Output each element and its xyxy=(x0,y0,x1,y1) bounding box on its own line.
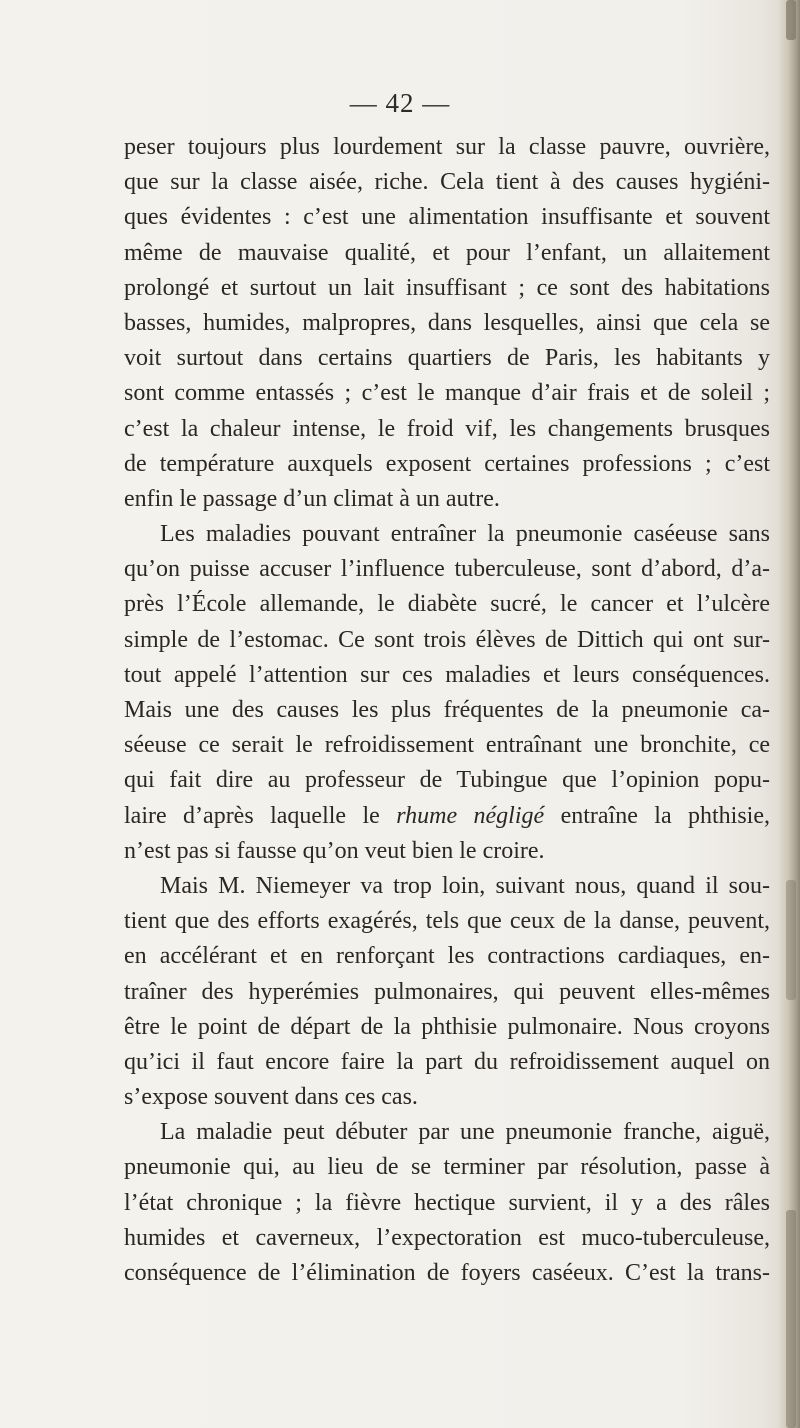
text-line-content: que sur la classe aisée, riche. Cela tient à des causes hygiéni- xyxy=(124,169,770,196)
text-line-content: laire d’après laquelle le xyxy=(124,802,397,829)
text-line-content: peser toujours plus lourdement sur la classe pauvre, ouvrière, xyxy=(124,134,770,160)
text-line xyxy=(124,376,770,411)
text-line-content: tient que des efforts exagérés, tels que ceux de la danse, peuvent, xyxy=(124,908,770,935)
text-line-content: séeuse ce serait le refroidissement entraînant une bronchite, ce xyxy=(124,732,770,759)
text-line xyxy=(124,869,770,904)
text-line-content: conséquence de l’élimination de foyers caséeux. C’est la trans- xyxy=(124,1260,770,1286)
page-edge-mark xyxy=(786,0,796,40)
text-line xyxy=(124,904,770,939)
text-line-content: l’état chronique ; la fièvre hectique survient, il y a des râles xyxy=(124,1189,770,1216)
text-line-content: de température auxquels exposent certaines professions ; c’est xyxy=(124,450,770,477)
text-line xyxy=(124,1080,770,1115)
text-line xyxy=(124,1115,770,1150)
text-line-content: Les maladies pouvant entraîner la pneumonie caséeuse sans xyxy=(160,521,770,548)
text-line xyxy=(124,341,770,376)
text-line xyxy=(124,623,770,658)
page-number: — 42 — xyxy=(349,88,451,118)
text-line xyxy=(124,165,770,200)
text-line xyxy=(124,1010,770,1045)
text-line-content: tout appelé l’attention sur ces maladies et leurs conséquences. xyxy=(124,661,770,688)
page-edge-mark xyxy=(786,880,796,1000)
text-line xyxy=(124,1221,770,1256)
text-line xyxy=(124,447,770,482)
text-line-content: qui fait dire au professeur de Tubingue que l’opinion popu- xyxy=(124,767,770,794)
page-edge-shadow xyxy=(778,0,800,1428)
text-line-content: prolongé et surtout un lait insuffisant ; ce sont des habitations xyxy=(124,274,770,301)
text-line xyxy=(124,130,770,165)
page-edge-mark xyxy=(786,1210,796,1428)
text-line xyxy=(124,1045,770,1080)
text-line xyxy=(124,271,770,306)
text-line xyxy=(124,834,770,869)
text-line xyxy=(124,306,770,341)
text-line xyxy=(124,1256,770,1291)
text-line xyxy=(124,693,770,728)
text-line-content: simple de l’estomac. Ce sont trois élèves de Dittich qui ont sur- xyxy=(124,626,770,653)
text-line xyxy=(124,517,770,552)
body-text xyxy=(124,130,770,1291)
text-line xyxy=(124,658,770,693)
text-line-content: près l’École allemande, le diabète sucré, le cancer et l’ulcère xyxy=(124,591,770,618)
text-line-content: être le point de départ de la phthisie pulmonaire. Nous croyons xyxy=(124,1013,770,1040)
text-line xyxy=(124,587,770,622)
text-line xyxy=(124,763,770,798)
text-line-content: en accélérant et en renforçant les contractions cardiaques, en- xyxy=(124,943,770,970)
text-line-content: sont comme entassés ; c’est le manque d’air frais et de soleil ; xyxy=(124,380,770,407)
text-line xyxy=(124,799,770,834)
text-line-content: c’est la chaleur intense, le froid vif, les changements brusques xyxy=(124,415,770,442)
text-line-content: qu’on puisse accuser l’influence tuberculeuse, sont d’abord, d’a- xyxy=(124,556,770,583)
text-line xyxy=(124,939,770,974)
text-line-italic: rhume négligé xyxy=(396,802,545,829)
text-line xyxy=(124,412,770,447)
text-line-content: basses, humides, malpropres, dans lesquelles, ainsi que cela se xyxy=(124,309,770,336)
text-line xyxy=(124,200,770,235)
text-line-content: même de mauvaise qualité, et pour l’enfant, un allaitement xyxy=(124,239,770,266)
text-line xyxy=(124,1150,770,1185)
text-line-content: ques évidentes : c’est une alimentation insuffisante et souvent xyxy=(124,204,770,231)
text-line-content: traîner des hyperémies pulmonaires, qui peuvent elles-mêmes xyxy=(124,978,770,1005)
text-line xyxy=(124,236,770,271)
text-line-content: humides et caverneux, l’expectoration est muco-tuberculeuse, xyxy=(124,1224,770,1251)
text-line-content: entraîne la phthisie, xyxy=(544,802,770,829)
text-line xyxy=(124,728,770,763)
text-line xyxy=(124,482,770,517)
text-line-content: pneumonie qui, au lieu de se terminer par résolution, passe à xyxy=(124,1154,770,1181)
text-line-content: La maladie peut débuter par une pneumonie franche, aiguë, xyxy=(160,1119,770,1146)
text-line-content: Mais M. Niemeyer va trop loin, suivant nous, quand il sou- xyxy=(160,872,770,899)
text-line-content: s’expose souvent dans ces cas. xyxy=(124,1084,418,1111)
text-line-content: qu’ici il faut encore faire la part du refroidissement auquel on xyxy=(124,1048,770,1075)
text-line xyxy=(124,1186,770,1221)
text-line-content: voit surtout dans certains quartiers de Paris, les habitants y xyxy=(124,345,770,372)
text-line xyxy=(124,552,770,587)
text-line-content: enfin le passage d’un climat à un autre. xyxy=(124,485,500,512)
text-line-content: Mais une des causes les plus fréquentes de la pneumonie ca- xyxy=(124,697,770,723)
text-line xyxy=(124,975,770,1010)
text-line-content: n’est pas si fausse qu’on veut bien le croire. xyxy=(124,837,545,864)
